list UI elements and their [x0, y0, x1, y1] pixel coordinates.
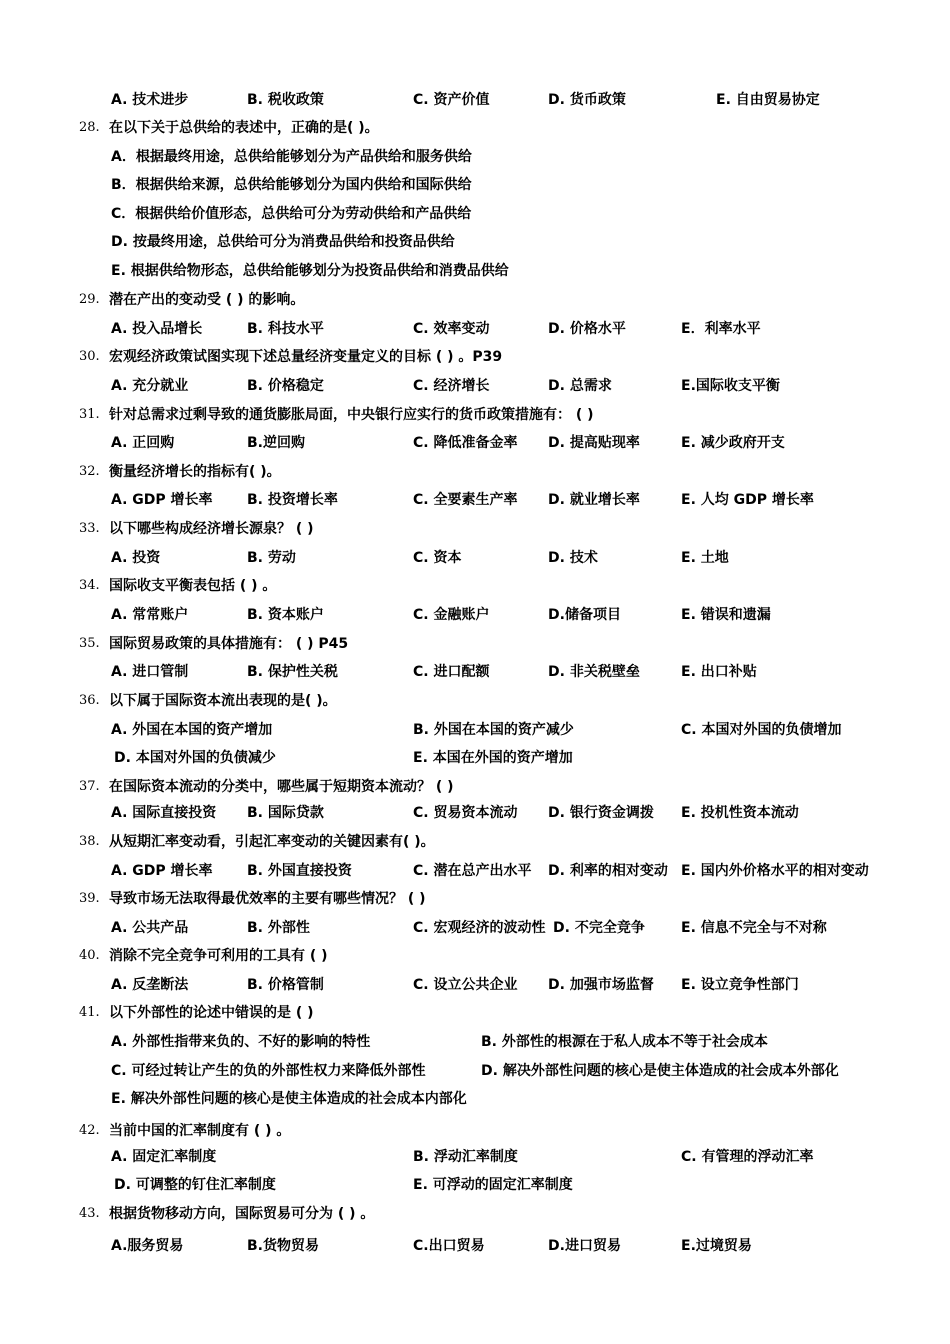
option-row — [0, 719, 950, 741]
option: A. 充分就业 — [111, 378, 189, 394]
option: B. 投资增长率 — [247, 492, 338, 508]
option: C．根据供给价值形态，总供给可分为劳动供给和产品供给 — [111, 206, 472, 222]
option: C. 全要素生产率 — [413, 492, 518, 508]
question-row — [0, 461, 950, 483]
option: E. 信息不完全与不对称 — [681, 920, 827, 936]
option: E. 解决外部性问题的核心是使主体造成的社会成本内部化 — [111, 1091, 467, 1107]
question-row — [0, 945, 950, 967]
question-text: 针对总需求过剩导致的通货膨胀局面，中央银行应实行的货币政策措施有： ( ) — [109, 407, 594, 423]
option: D. 可调整的钉住汇率制度 — [114, 1177, 276, 1193]
question-row — [0, 690, 950, 712]
question-number: 40. — [79, 948, 100, 963]
question-row — [0, 289, 950, 311]
option-row — [0, 489, 950, 511]
option: E. 本国在外国的资产增加 — [413, 750, 573, 766]
option: A. 进口管制 — [111, 664, 189, 680]
option: D. 就业增长率 — [548, 492, 640, 508]
option: D. 解决外部性问题的核心是使主体造成的社会成本外部化 — [481, 1063, 839, 1079]
option-row — [0, 974, 950, 996]
option-row — [0, 231, 950, 253]
option: A. 外部性指带来负的、不好的影响的特性 — [111, 1034, 371, 1050]
option: B. 劳动 — [247, 550, 296, 566]
option: B. 科技水平 — [247, 321, 324, 337]
option-row — [0, 1031, 950, 1053]
option: C. 本国对外国的负债增加 — [681, 722, 842, 738]
option-row — [0, 146, 950, 168]
question-text: 在以下关于总供给的表述中，正确的是( )。 — [109, 120, 379, 136]
question-number: 29. — [79, 292, 100, 307]
option: C.出口贸易 — [413, 1238, 485, 1254]
option: B. 保护性关税 — [247, 664, 338, 680]
option: D. 利率的相对变动 — [548, 863, 668, 879]
option: C. 效率变动 — [413, 321, 490, 337]
option-row — [0, 547, 950, 569]
option-row — [0, 917, 950, 939]
option: A. 投入品增长 — [111, 321, 203, 337]
option: A. 投资 — [111, 550, 161, 566]
question-number: 35. — [79, 636, 100, 651]
option: C. 降低准备金率 — [413, 435, 518, 451]
option: B. 资本账户 — [247, 607, 324, 623]
option-row — [0, 661, 950, 683]
question-number: 43. — [79, 1206, 100, 1221]
question-text: 宏观经济政策试图实现下述总量经济变量定义的目标 ( ) 。P39 — [109, 349, 503, 365]
option: C. 设立公共企业 — [413, 977, 518, 993]
option: A. 国际直接投资 — [111, 805, 217, 821]
option: E. 国内外价格水平的相对变动 — [681, 863, 869, 879]
question-number: 42. — [79, 1123, 100, 1138]
question-row — [0, 1002, 950, 1024]
option: E. 减少政府开支 — [681, 435, 785, 451]
question-row — [0, 404, 950, 426]
option-row — [0, 375, 950, 397]
option: E. 出口补贴 — [681, 664, 757, 680]
option: A. 技术进步 — [111, 92, 189, 108]
option: E. 投机性资本流动 — [681, 805, 799, 821]
question-number: 32. — [79, 464, 100, 479]
option: A. 正回购 — [111, 435, 175, 451]
option-row — [0, 1235, 950, 1257]
option: D.储备项目 — [548, 607, 621, 623]
option: E. 可浮动的固定汇率制度 — [413, 1177, 573, 1193]
option: D. 总需求 — [548, 378, 612, 394]
option: C. 资本 — [413, 550, 462, 566]
option: B. 税收政策 — [247, 92, 324, 108]
option-row — [0, 1060, 950, 1082]
option-row — [0, 1146, 950, 1168]
question-number: 28. — [79, 120, 100, 135]
option: B. 外国在本国的资产减少 — [413, 722, 574, 738]
option: B. 外部性 — [247, 920, 310, 936]
option-row — [0, 203, 950, 225]
option: D. 技术 — [548, 550, 598, 566]
option: B. 价格稳定 — [247, 378, 324, 394]
question-row — [0, 1203, 950, 1225]
option: B. 价格管制 — [247, 977, 324, 993]
question-text: 以下哪些构成经济增长源泉？ ( ) — [109, 521, 314, 537]
question-number: 37. — [79, 779, 100, 794]
question-number: 33. — [79, 521, 100, 536]
option: C. 可经过转让产生的负的外部性权力来降低外部性 — [111, 1063, 426, 1079]
option: E. 根据供给物形态，总供给能够划分为投资品供给和消费品供给 — [111, 263, 509, 279]
option: D. 价格水平 — [548, 321, 626, 337]
question-text: 导致市场无法取得最优效率的主要有哪些情况？ ( ) — [109, 891, 426, 907]
option: D. 不完全竞争 — [553, 920, 645, 936]
option-row — [0, 432, 950, 454]
question-text: 从短期汇率变动看，引起汇率变动的关键因素有( )。 — [109, 834, 435, 850]
option-row — [0, 174, 950, 196]
option: A.服务贸易 — [111, 1238, 184, 1254]
question-number: 38. — [79, 834, 100, 849]
option: A. 外国在本国的资产增加 — [111, 722, 273, 738]
question-text: 国际收支平衡表包括 ( ) 。 — [109, 578, 277, 594]
option: B. 外国直接投资 — [247, 863, 352, 879]
option: C. 金融账户 — [413, 607, 490, 623]
option: C. 宏观经济的波动性 — [413, 920, 546, 936]
question-text: 以下属于国际资本流出表现的是( )。 — [109, 693, 337, 709]
option: B. 浮动汇率制度 — [413, 1149, 518, 1165]
option: C. 有管理的浮动汇率 — [681, 1149, 814, 1165]
option: A. 反垄断法 — [111, 977, 189, 993]
question-number: 36. — [79, 693, 100, 708]
option-row — [0, 318, 950, 340]
option: A. GDP 增长率 — [111, 492, 213, 508]
option: D. 本国对外国的负债减少 — [114, 750, 276, 766]
question-row — [0, 831, 950, 853]
option: C. 资产价值 — [413, 92, 490, 108]
question-row — [0, 1120, 950, 1142]
option: B.货物贸易 — [247, 1238, 319, 1254]
option-row — [0, 747, 950, 769]
question-number: 30. — [79, 349, 100, 364]
question-text: 以下外部性的论述中错误的是 ( ) — [109, 1005, 314, 1021]
question-row — [0, 575, 950, 597]
option-row — [0, 1174, 950, 1196]
option-row — [0, 802, 950, 824]
question-number: 31. — [79, 407, 100, 422]
option: D. 银行资金调拨 — [548, 805, 654, 821]
option: A. 常常账户 — [111, 607, 189, 623]
option-row — [0, 89, 950, 111]
option-row — [0, 260, 950, 282]
question-text: 根据货物移动方向，国际贸易可分为 ( ) 。 — [109, 1206, 375, 1222]
question-number: 41. — [79, 1005, 100, 1020]
question-text: 消除不完全竞争可利用的工具有 ( ) — [109, 948, 328, 964]
question-number: 39. — [79, 891, 100, 906]
option: C. 潜在总产出水平 — [413, 863, 532, 879]
option-row — [0, 604, 950, 626]
option: C. 贸易资本流动 — [413, 805, 518, 821]
option: C. 经济增长 — [413, 378, 490, 394]
option-row — [0, 1088, 950, 1110]
question-text: 衡量经济增长的指标有( )。 — [109, 464, 281, 480]
option: A. 公共产品 — [111, 920, 189, 936]
option: D. 提高贴现率 — [548, 435, 640, 451]
option: A. GDP 增长率 — [111, 863, 213, 879]
option: E. 土地 — [681, 550, 729, 566]
option: E. 自由贸易协定 — [716, 92, 820, 108]
question-text: 国际贸易政策的具体措施有： ( ) P45 — [109, 636, 349, 652]
option: E.过境贸易 — [681, 1238, 752, 1254]
question-row — [0, 633, 950, 655]
option: C. 进口配额 — [413, 664, 490, 680]
option: E.国际收支平衡 — [681, 378, 780, 394]
option: B．根据供给来源，总供给能够划分为国内供给和国际供给 — [111, 177, 472, 193]
option: B. 国际贷款 — [247, 805, 324, 821]
option: B. 外部性的根源在于私人成本不等于社会成本 — [481, 1034, 768, 1050]
option: D. 按最终用途，总供给可分为消费品供给和投资品供给 — [111, 234, 455, 250]
option: E．利率水平 — [681, 321, 761, 337]
question-row — [0, 346, 950, 368]
question-text: 当前中国的汇率制度有 ( ) 。 — [109, 1123, 291, 1139]
question-row — [0, 776, 950, 798]
question-row — [0, 518, 950, 540]
option: D. 货币政策 — [548, 92, 626, 108]
option: E. 错误和遗漏 — [681, 607, 771, 623]
question-row — [0, 117, 950, 139]
option: D. 非关税壁垒 — [548, 664, 640, 680]
question-text: 潜在产出的变动受 ( ) 的影响。 — [109, 292, 305, 308]
option: A．根据最终用途，总供给能够划分为产品供给和服务供给 — [111, 149, 472, 165]
option: E. 设立竞争性部门 — [681, 977, 799, 993]
option: D.进口贸易 — [548, 1238, 621, 1254]
option: B.逆回购 — [247, 435, 305, 451]
option: D. 加强市场监督 — [548, 977, 654, 993]
question-text: 在国际资本流动的分类中，哪些属于短期资本流动？ ( ) — [109, 779, 454, 795]
option: A. 固定汇率制度 — [111, 1149, 217, 1165]
question-number: 34. — [79, 578, 100, 593]
question-row — [0, 888, 950, 910]
option: E. 人均 GDP 增长率 — [681, 492, 814, 508]
option-row — [0, 860, 950, 882]
